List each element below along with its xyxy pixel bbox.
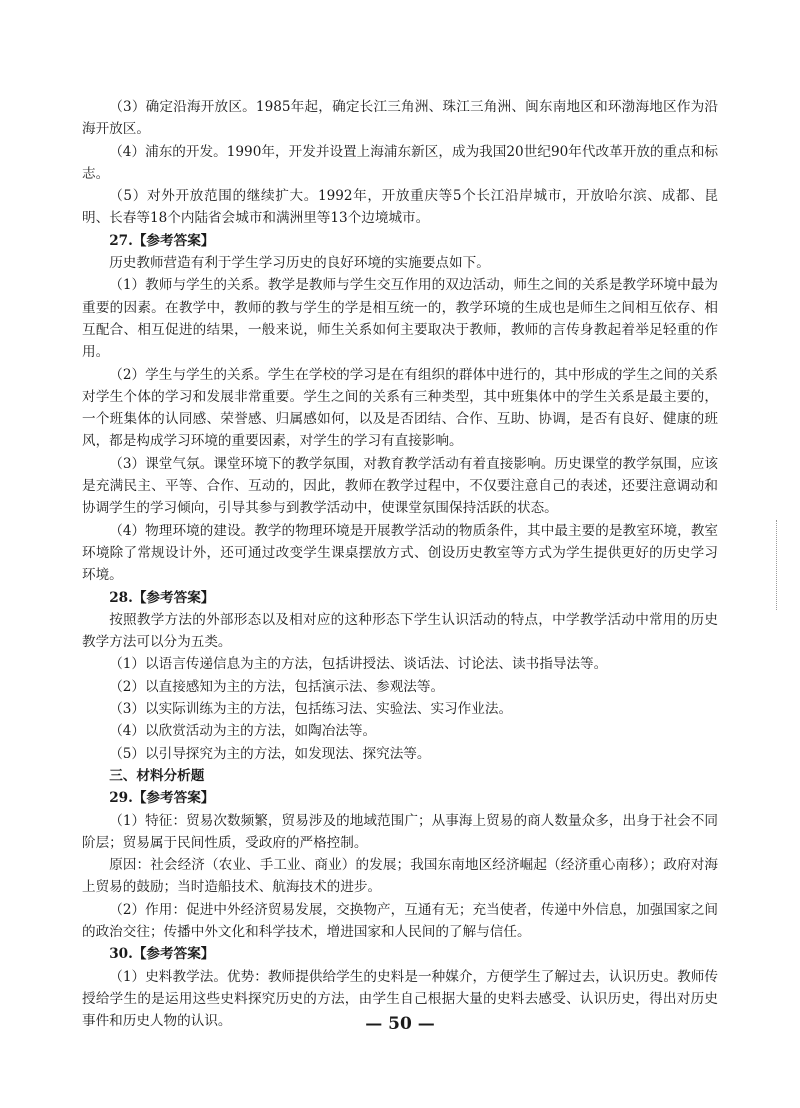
- paragraph: （1）教师与学生的关系。教学是教师与学生交互作用的双边活动，师生之间的关系是教学环境中最为重要的因素。在教学中，教师的教与学生的学是相互统一的，教学环境的生成也是师生之间相互依存、相互配合、相互促进的结果，一般来说，师生关系如何主要取决于教师，教师的言传身教起着举足轻重的作用。: [82, 277, 718, 361]
- section-heading: 三、材料分析题: [109, 767, 205, 784]
- section-heading: 28.【参考答案】: [109, 589, 215, 606]
- scan-margin-marks: [776, 520, 779, 610]
- paragraph: （4）物理环境的建设。教学的物理环境是开展教学活动的物质条件，其中最主要的是教室环境，教室环境除了常规设计外，还可通过改变学生课桌摆放方式、创设历史教室等方式为学生提供更好的历史学习环境。: [82, 522, 718, 584]
- page-number: — 50 —: [365, 1014, 435, 1034]
- paragraph: （5）以引导探究为主的方法，如发现法、探究法等。: [109, 745, 431, 762]
- paragraph: （2）以直接感知为主的方法，包括演示法、参观法等。: [109, 678, 445, 695]
- document-body: [82, 96, 718, 1032]
- paragraph: （3）以实际训练为主的方法，包括练习法、实验法、实习作业法。: [109, 701, 513, 718]
- paragraph: 原因：社会经济（农业、手工业、商业）的发展；我国东南地区经济崛起（经济重心南移）；政府对海上贸易的鼓励；当时造船技术、航海技术的进步。: [82, 857, 718, 896]
- paragraph: 历史教师营造有利于学生学习历史的良好环境的实施要点如下。: [109, 255, 490, 272]
- paragraph: （5）对外开放范围的继续扩大。1992年，开放重庆等5个长江沿岸城市，开放哈尔滨、成都、昆明、长春等18个内陆省会城市和满洲里等13个边境城市。: [82, 188, 718, 227]
- paragraph: （1）以语言传递信息为主的方法，包括讲授法、谈话法、讨论法、读书指导法等。: [109, 656, 608, 673]
- paragraph: （1）特征：贸易次数频繁，贸易涉及的地域范围广；从事海上贸易的商人数量众多，出身于社会不同阶层；贸易属于民间性质，受政府的严格控制。: [82, 812, 718, 851]
- section-heading: 27.【参考答案】: [109, 232, 215, 249]
- paragraph: （1）史料教学法。优势：教师提供给学生的史料是一种媒介，方便学生了解过去，认识历史。教师传授给学生的是运用这些史料探究历史的方法，由学生自己根据大量的史料去感受、认识历史，得出对历史事件和历史人物的认识。: [82, 968, 718, 1030]
- paragraph: 按照教学方法的外部形态以及相对应的这种形态下学生认识活动的特点，中学教学活动中常用的历史教学方法可以分为五类。: [82, 611, 718, 651]
- section-heading: 29.【参考答案】: [109, 790, 215, 807]
- paragraph: （4）以欣赏活动为主的方法，如陶冶法等。: [109, 723, 377, 740]
- paragraph: （2）学生与学生的关系。学生在学校的学习是在有组织的群体中进行的，其中形成的学生之间的关系对学生个体的学习和发展非常重要。学生之间的关系有三种类型，其中班集体中的学生关系是最主要的，一个班集体的认同感、荣誉感、归属感如何，以及是否团结、合作、互助、协调，是否有良好、健康的班风，都是构成学习环境的重要因素，对学生的学习有直接影响。: [82, 366, 718, 450]
- paragraph: （4）浦东的开发。1990年，开发并设置上海浦东新区，成为我国20世纪90年代改革开放的重点和标志。: [82, 143, 718, 182]
- section-heading: 30.【参考答案】: [109, 946, 215, 963]
- paragraph: （2）作用：促进中外经济贸易发展，交换物产，互通有无；充当使者，传递中外信息，加强国家之间的政治交往；传播中外文化和科学技术，增进国家和人民间的了解与信任。: [82, 901, 718, 940]
- paragraph: （3）确定沿海开放区。1985年起，确定长江三角洲、珠江三角洲、闽东南地区和环渤海地区作为沿海开放区。: [82, 99, 718, 138]
- paragraph: （3）课堂气氛。课堂环境下的教学氛围，对教育教学活动有着直接影响。历史课堂的教学氛围，应该是充满民主、平等、合作、互动的，因此，教师在教学过程中，不仅要注意自己的表述，还要注意调动和协调学生的学习倾向，引导其参与到教学活动中，使课堂氛围保持活跃的状态。: [82, 455, 718, 517]
